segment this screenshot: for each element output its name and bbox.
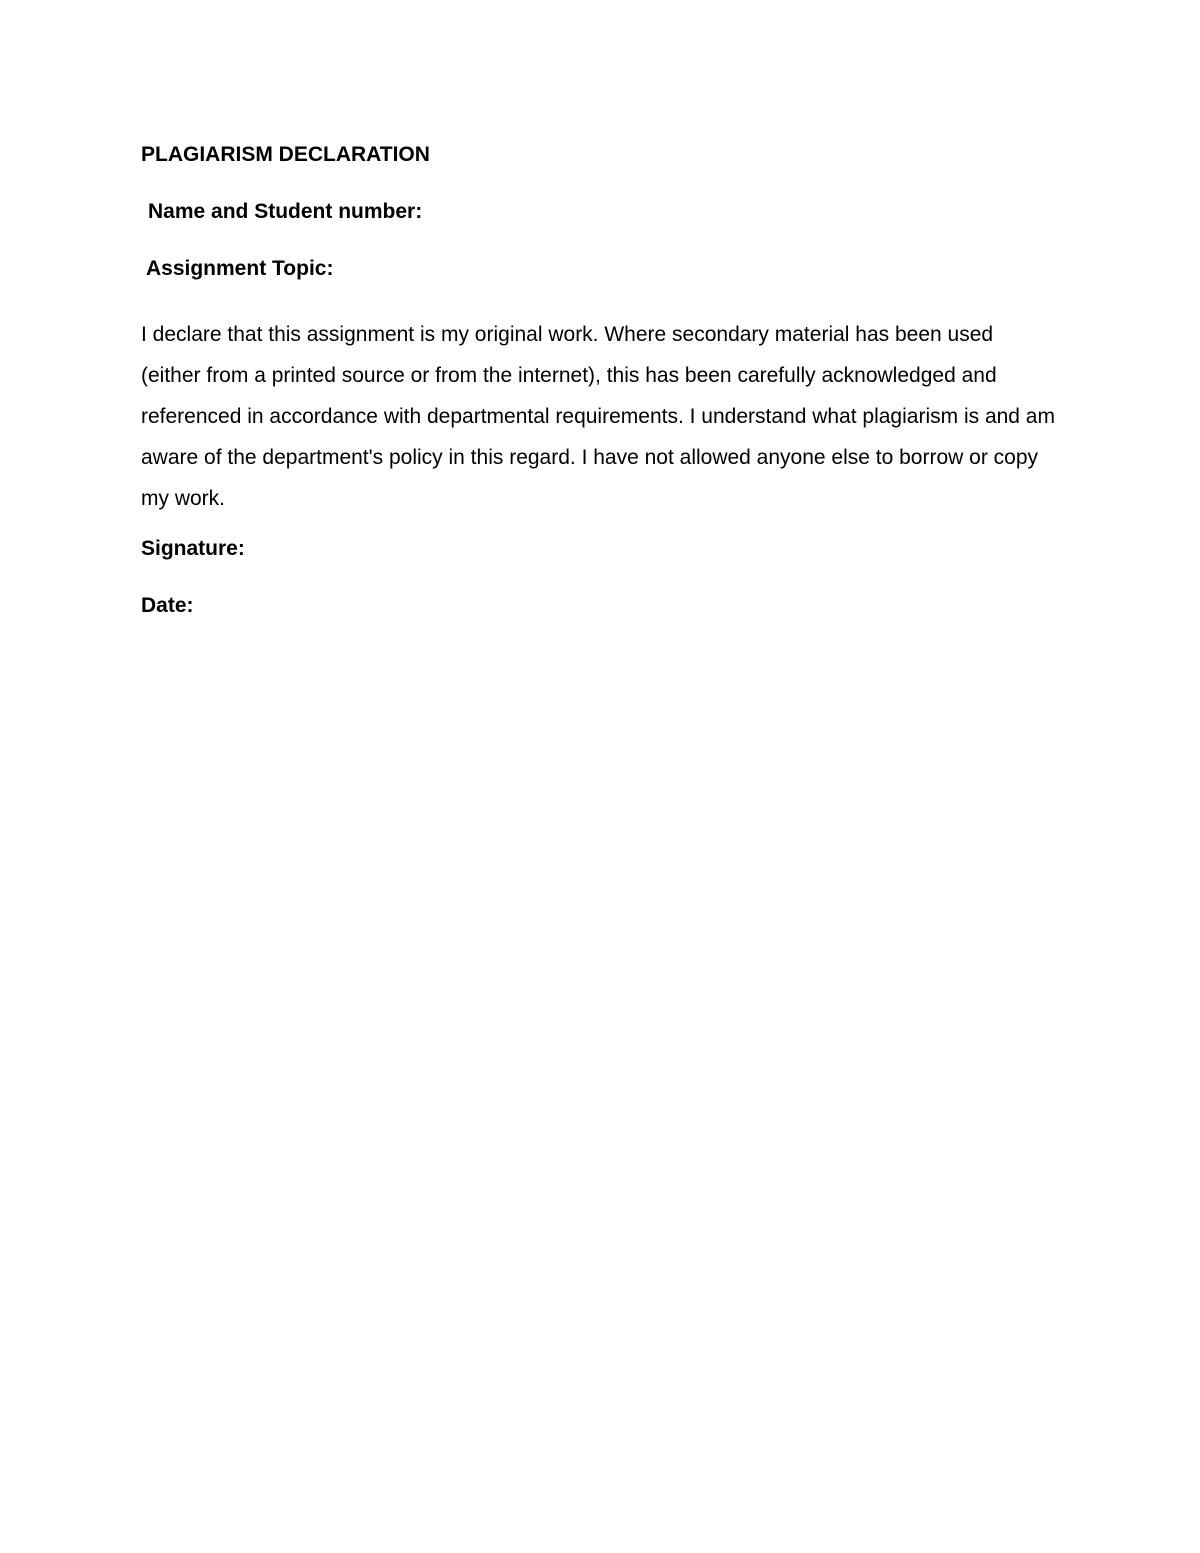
name-student-number-label: Name and Student number: xyxy=(148,200,423,223)
document-content xyxy=(141,140,1061,648)
date-label: Date: xyxy=(141,594,194,617)
signature-label: Signature: xyxy=(141,537,245,560)
document-title: PLAGIARISM DECLARATION xyxy=(141,143,430,166)
declaration-paragraph: I declare that this assignment is my original work. Where secondary material has been used (either from a printed source or from the internet), this has been carefully acknowledged and referenced in accordance with departmental requirements. I understand what plagiarism is and am aware of the department's policy in this regard. I have not allowed anyone else to borrow or copy my work. xyxy=(141,323,1055,510)
assignment-topic-label: Assignment Topic: xyxy=(146,257,334,280)
